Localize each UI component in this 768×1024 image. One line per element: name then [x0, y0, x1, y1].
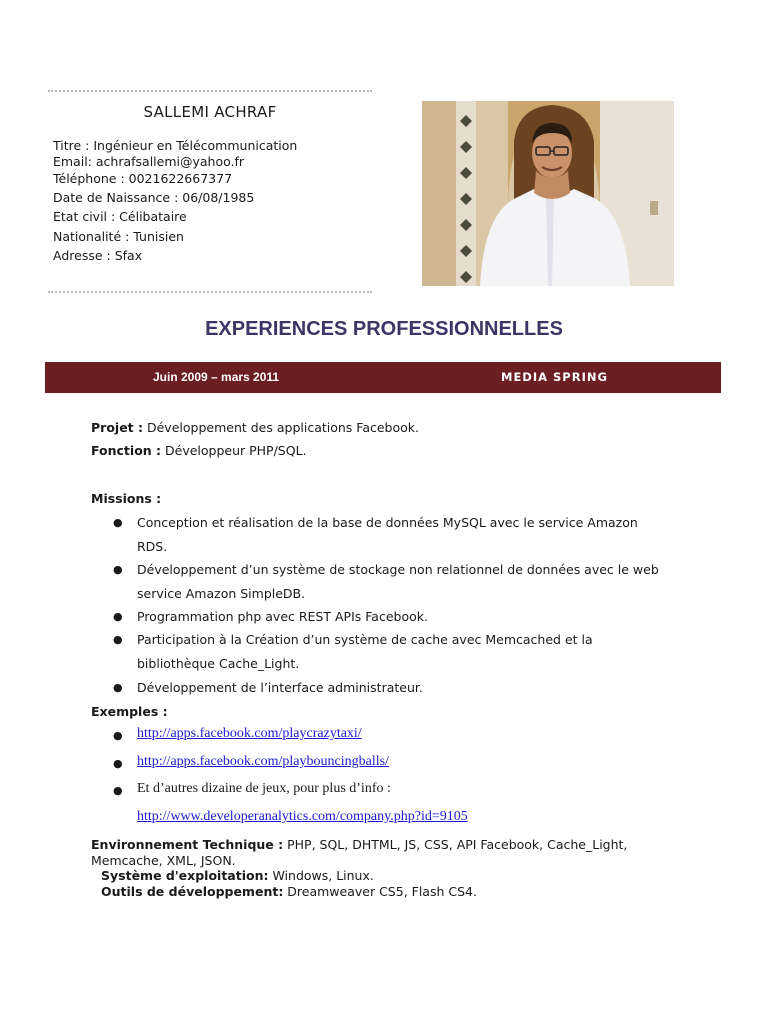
- fonction-line: [91, 443, 307, 458]
- bullet-icon: ●: [113, 681, 123, 694]
- environment-value: PHP, SQL, DHTML, JS, CSS, API Facebook, Cache_Light,: [283, 837, 628, 852]
- info-birthdate: Date de Naissance : 06/08/1985: [53, 190, 255, 206]
- environment-label: Environnement Technique :: [91, 837, 284, 852]
- mission-item: Programmation php avec REST APIs Facebook.: [137, 609, 428, 624]
- personal-info: [53, 138, 297, 265]
- projet-label: Projet :: [91, 420, 144, 435]
- mission-item: Participation à la Création d’un système de cache avec Memcached et la: [137, 632, 593, 647]
- projet-value: Développement des applications Facebook.: [143, 420, 419, 435]
- bullet-icon: ●: [113, 729, 123, 742]
- os-line: [101, 868, 374, 883]
- environment-line: [91, 837, 627, 852]
- projet-line: [91, 420, 419, 435]
- tools-line: [101, 884, 477, 899]
- top-dotted-divider: [48, 90, 372, 92]
- info-phone: Téléphone : 0021622667377: [53, 171, 233, 186]
- experience-banner: [45, 362, 721, 393]
- section-title: EXPERIENCES PROFESSIONNELLES: [205, 318, 563, 340]
- info-title: Titre : Ingénieur en Télécommunication: [53, 138, 298, 153]
- tools-value: Dreamweaver CS5, Flash CS4.: [283, 884, 477, 899]
- info-address: Adresse : Sfax: [53, 247, 143, 263]
- info-email: Email: achrafsallemi@yahoo.fr: [53, 153, 245, 169]
- bullet-icon: ●: [113, 610, 123, 623]
- mission-item-continuation: service Amazon SimpleDB.: [137, 586, 306, 601]
- bullet-icon: ●: [113, 757, 123, 770]
- experience-company: MEDIA SPRING: [501, 370, 608, 384]
- environment-value-continuation: Memcache, XML, JSON.: [91, 853, 236, 868]
- example-link-crazytaxi[interactable]: http://apps.facebook.com/playcrazytaxi/: [137, 726, 362, 741]
- profile-photo: [422, 101, 674, 286]
- exemples-label: Exemples :: [91, 704, 168, 719]
- mission-item-continuation: bibliothèque Cache_Light.: [137, 656, 300, 671]
- bottom-dotted-divider: [48, 291, 372, 293]
- mission-item: Développement de l’interface administrateur.: [137, 680, 423, 695]
- example-more-info: Et d’autres dizaine de jeux, pour plus d’info :: [137, 781, 391, 796]
- info-civil-status: Etat civil : Célibataire: [53, 209, 187, 225]
- fonction-value: Développeur PHP/SQL.: [161, 443, 307, 458]
- candidate-name: SALLEMI ACHRAF: [143, 103, 277, 121]
- experience-dates: Juin 2009 – mars 2011: [153, 370, 280, 384]
- missions-label: Missions :: [91, 491, 162, 506]
- mission-item-continuation: RDS.: [137, 539, 168, 554]
- bullet-icon: ●: [113, 784, 123, 797]
- example-link-bouncingballs[interactable]: http://apps.facebook.com/playbouncingballs/: [137, 754, 389, 769]
- mission-item: Conception et réalisation de la base de données MySQL avec le service Amazon: [137, 515, 638, 530]
- bullet-icon: ●: [113, 563, 123, 576]
- os-value: Windows, Linux.: [268, 868, 374, 883]
- bullet-icon: ●: [113, 633, 123, 646]
- example-link-developeranalytics[interactable]: http://www.developeranalytics.com/company.php?id=9105: [137, 809, 468, 824]
- fonction-label: Fonction :: [91, 443, 162, 458]
- mission-item: Développement d’un système de stockage non relationnel de données avec le web: [137, 562, 659, 577]
- os-label: Système d'exploitation:: [101, 868, 269, 883]
- info-nationality: Nationalité : Tunisien: [53, 228, 184, 244]
- tools-label: Outils de développement:: [101, 884, 284, 899]
- bullet-icon: ●: [113, 516, 123, 529]
